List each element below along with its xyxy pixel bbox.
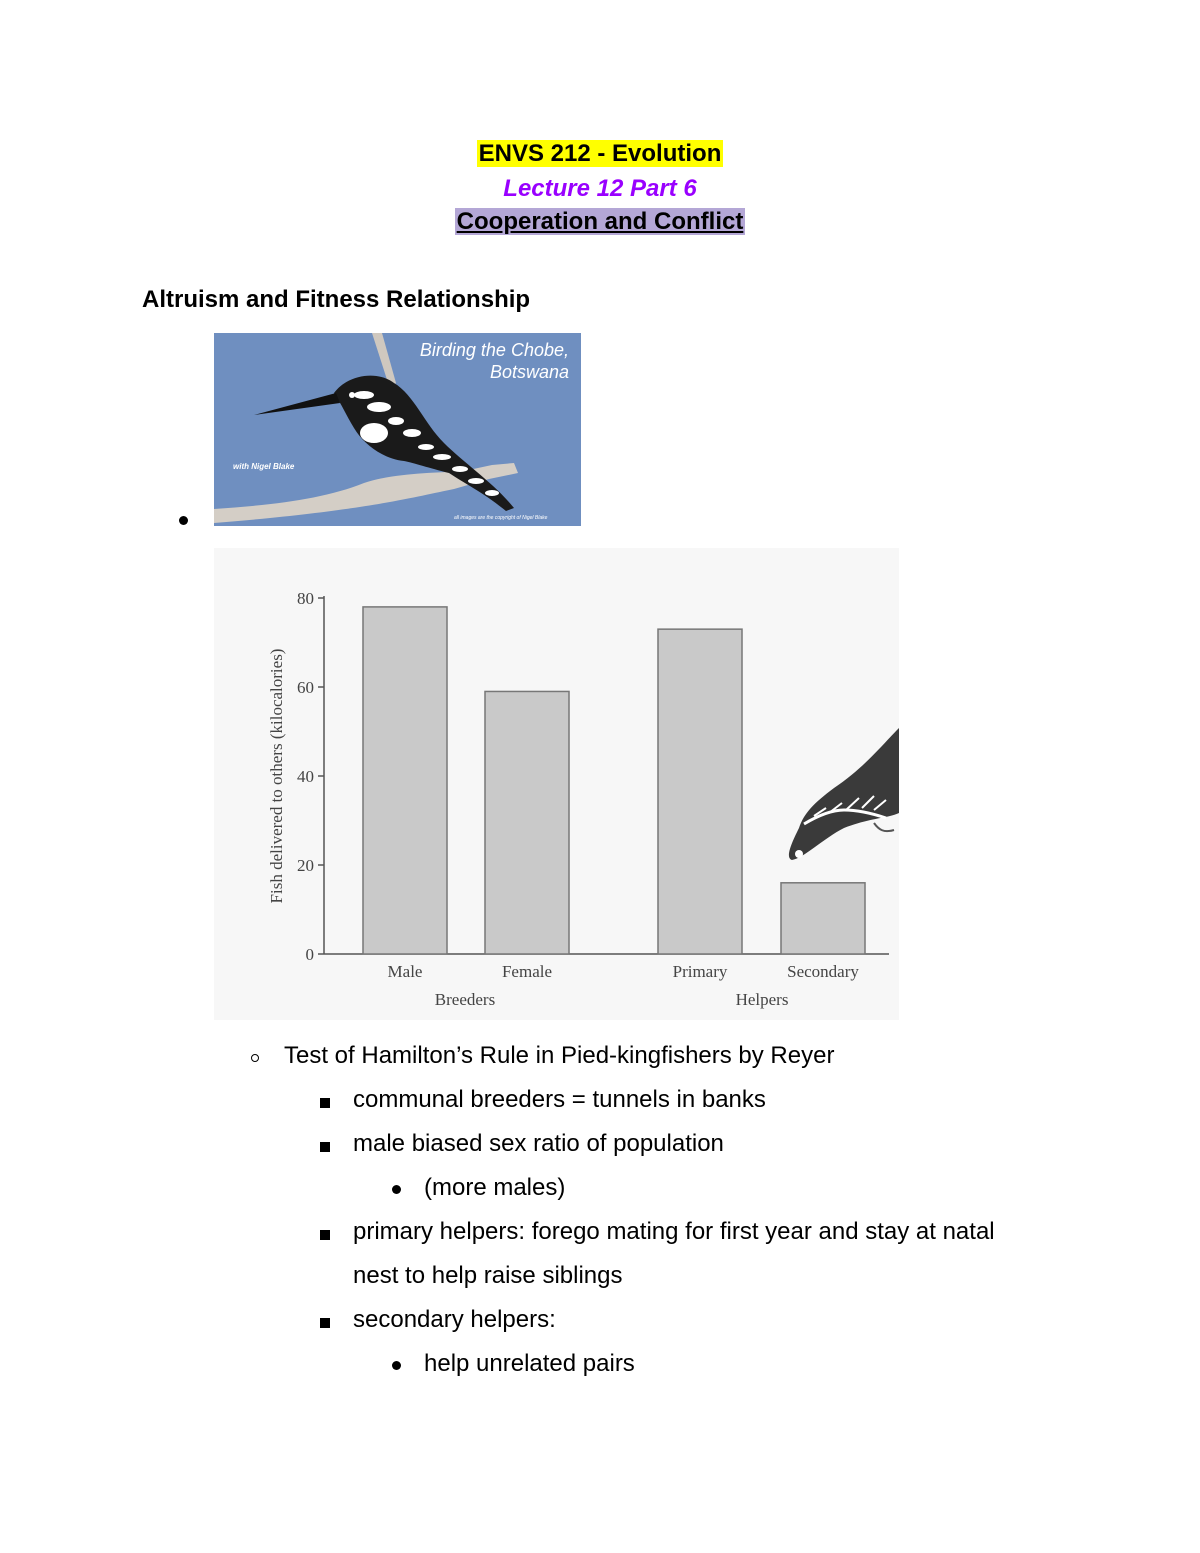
note-communal-breeders: communal breeders = tunnels in banks <box>353 1086 766 1113</box>
y-tick-label: 40 <box>297 767 314 786</box>
bullet-ring-icon <box>251 1054 259 1062</box>
kingfisher-photo <box>214 333 581 526</box>
bullet-square-icon <box>320 1318 330 1328</box>
bar <box>363 607 447 954</box>
y-tick-label: 20 <box>297 856 314 875</box>
course-title-text: ENVS 212 - Evolution <box>478 140 722 167</box>
x-category-label: Female <box>501 962 553 981</box>
photo-title-line1: Birding the Chobe, <box>419 340 569 360</box>
section-heading: Altruism and Fitness Relationship <box>142 286 531 313</box>
y-axis-label: Fish delivered to others (kilocalories) <box>267 648 286 904</box>
note-primary-helpers-line2: nest to help raise siblings <box>353 1262 623 1289</box>
bullet-dot-icon <box>392 1185 401 1194</box>
bar <box>485 691 569 954</box>
bullet-square-icon <box>320 1098 330 1108</box>
bullet-square-icon <box>320 1142 330 1152</box>
note-more-males: (more males) <box>424 1174 566 1201</box>
photo-credit: with Nigel Blake <box>233 462 295 471</box>
x-group-label: Breeders <box>434 990 496 1009</box>
y-tick-label: 60 <box>297 678 314 697</box>
x-category-label: Secondary <box>787 962 859 981</box>
course-title <box>0 140 1200 168</box>
bullet-dot-icon <box>392 1361 401 1370</box>
note-unrelated-pairs: help unrelated pairs <box>424 1350 635 1377</box>
note-sex-ratio: male biased sex ratio of population <box>353 1130 724 1157</box>
topic-title-text: Cooperation and Conflict <box>456 208 744 235</box>
bullet-dot-icon <box>179 516 188 525</box>
bar <box>658 629 742 954</box>
topic-title <box>0 208 1200 236</box>
x-category-label: Male <box>387 962 423 981</box>
bar-chart <box>214 548 899 1020</box>
x-category-label: Primary <box>672 962 728 981</box>
photo-copyright: all images are the copyright of Nigel Blake <box>454 515 548 521</box>
photo-title <box>414 339 569 383</box>
note-main: Test of Hamilton’s Rule in Pied-kingfishers by Reyer <box>284 1042 835 1069</box>
bullet-square-icon <box>320 1230 330 1240</box>
photo-title-line2: Botswana <box>489 362 569 382</box>
photo-bird-eye <box>349 392 355 398</box>
note-primary-helpers-line1: primary helpers: forego mating for first year and stay at natal <box>353 1218 995 1245</box>
bar-chart-svg <box>214 548 899 1020</box>
bar <box>781 883 865 954</box>
lecture-subtitle <box>0 175 1200 203</box>
y-tick-label: 0 <box>305 945 314 964</box>
note-secondary-helpers: secondary helpers: <box>353 1306 556 1333</box>
lecture-subtitle-text: Lecture 12 Part 6 <box>503 175 697 202</box>
x-group-label: Helpers <box>735 990 789 1009</box>
kingfisher-sketch-icon <box>789 728 899 860</box>
y-tick-label: 80 <box>297 589 314 608</box>
